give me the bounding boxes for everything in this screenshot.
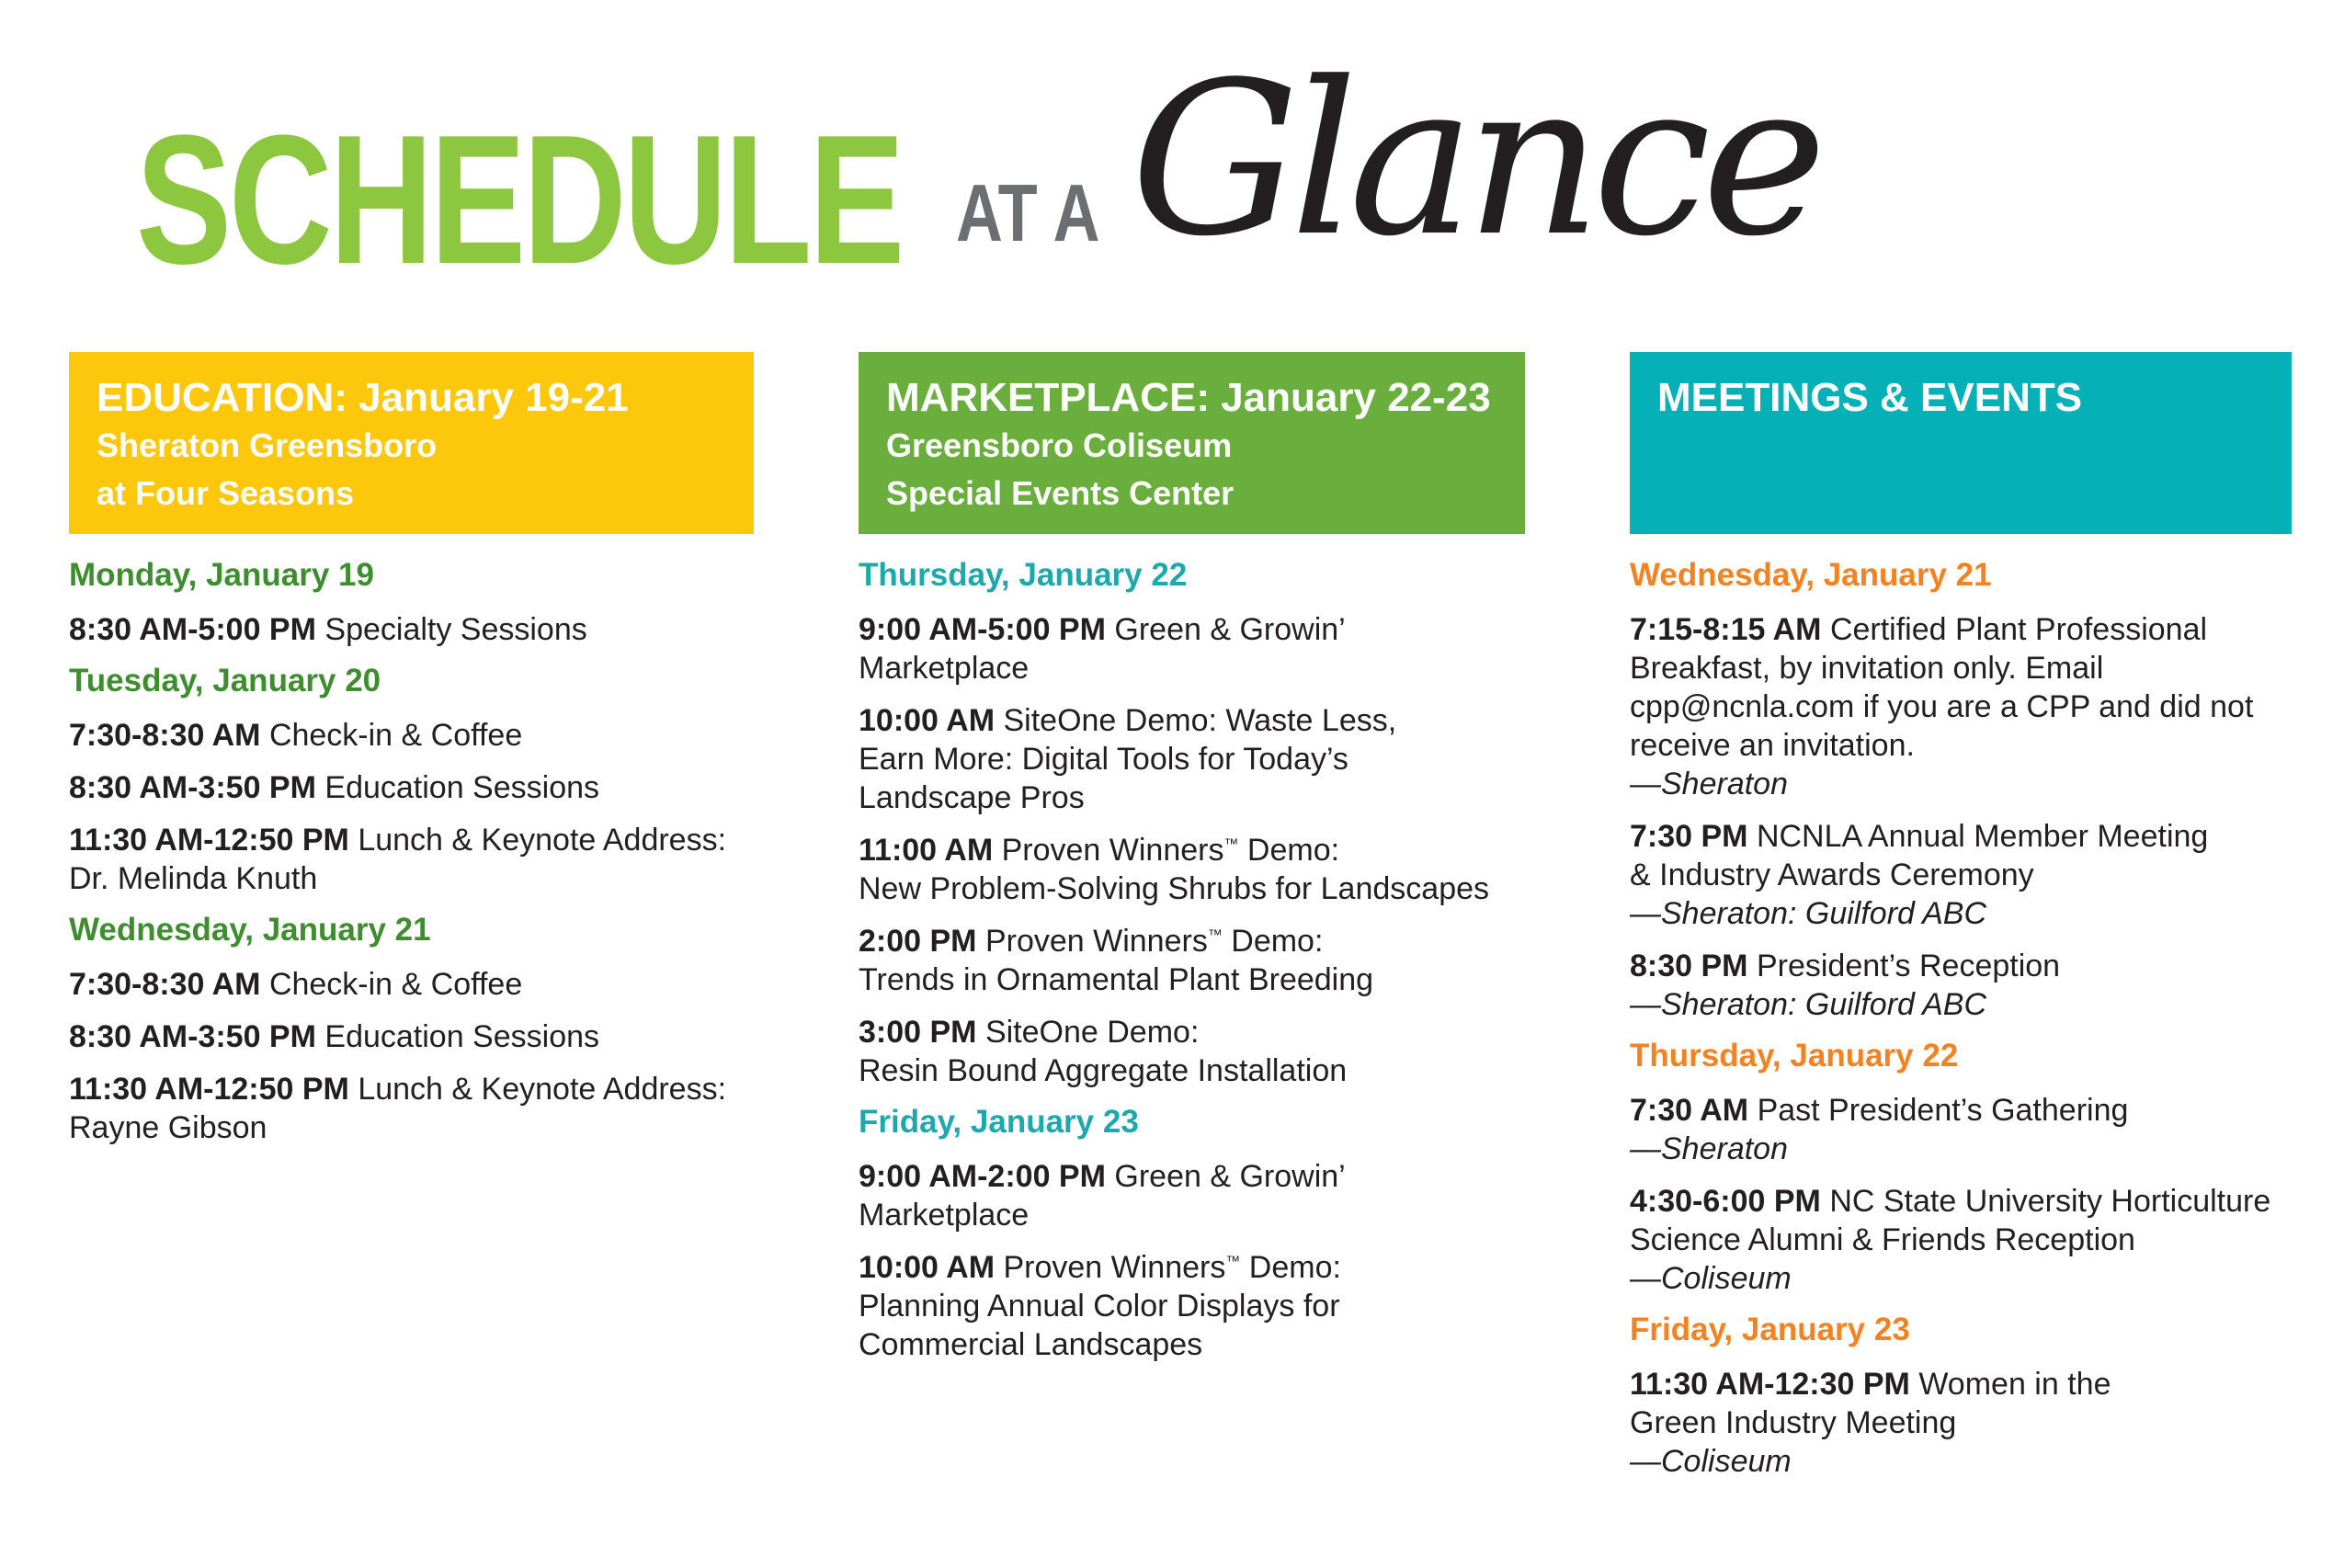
entry-text-line2: Rayne Gibson [69, 1110, 267, 1145]
marketplace-column [859, 352, 1525, 1364]
entry-text-line2: Resin Bound Aggregate Installation [859, 1053, 1348, 1088]
meetings-header-title: MEETINGS & EVENTS [1657, 375, 2083, 420]
entry-text-line3: cpp@ncnla.com if you are a CPP and did not [1630, 689, 2254, 724]
day-heading: Tuesday, January 20 [69, 663, 381, 699]
entry-time: 7:30 AM [1630, 1093, 1749, 1128]
entry-text-line2: New Problem-Solving Shrubs for Landscapes [859, 871, 1490, 906]
entry-text-line2: Breakfast, by invitation only. Email [1630, 651, 2104, 686]
entry-text-after: Demo: [1222, 924, 1324, 959]
entry-text: SiteOne Demo: [984, 1015, 1200, 1050]
entry-time: 11:30 AM-12:50 PM [69, 1072, 349, 1107]
day-heading: Friday, January 23 [1630, 1312, 1910, 1347]
entry-text-after: Demo: [1238, 833, 1340, 868]
entry-text-line3: Landscape Pros [859, 780, 1085, 815]
meetings-header [1630, 352, 2292, 534]
entry-time: 8:30 AM-3:50 PM [69, 1019, 316, 1054]
schedule-entry [69, 1017, 754, 1056]
entry-time: 8:30 PM [1630, 949, 1748, 983]
entry-text-line3: Commercial Landscapes [859, 1327, 1203, 1362]
schedule-entry [859, 701, 1525, 817]
entry-text: Lunch & Keynote Address: [358, 823, 727, 858]
entry-text-line2: Planning Annual Color Displays for [859, 1289, 1340, 1324]
entry-time: 11:30 AM-12:50 PM [69, 823, 349, 858]
entry-time: 7:30 PM [1630, 819, 1748, 854]
schedule-entry [1630, 1182, 2292, 1298]
entry-text-line2: Trends in Ornamental Plant Breeding [859, 962, 1374, 997]
entry-text: President’s Reception [1756, 949, 2061, 983]
entry-text: Check-in & Coffee [268, 967, 523, 1002]
day-heading: Wednesday, January 21 [69, 912, 431, 948]
schedule-entry [69, 716, 754, 755]
entry-time: 11:30 AM-12:30 PM [1630, 1367, 1910, 1402]
trademark-mark: ™ [1207, 927, 1223, 944]
entry-text: Certified Plant Professional [1829, 612, 2208, 647]
marketplace-venue-line1: Greensboro Coliseum [886, 426, 1233, 464]
entry-time: 10:00 AM [859, 1250, 996, 1285]
entry-text: NCNLA Annual Member Meeting [1756, 819, 2209, 854]
entry-text: Proven Winners [1003, 1250, 1226, 1285]
title-at-a: AT A [956, 167, 1100, 258]
schedule-entry [1630, 1091, 2292, 1168]
entry-time: 2:00 PM [859, 924, 977, 959]
entry-time: 8:30 AM-3:50 PM [69, 770, 316, 805]
entry-text: Proven Winners [1001, 833, 1224, 868]
entry-time: 8:30 AM-5:00 PM [69, 612, 316, 647]
entry-location: —Coliseum [1630, 1444, 1792, 1479]
marketplace-schedule-list [859, 534, 1525, 1364]
entry-time: 4:30-6:00 PM [1630, 1184, 1821, 1219]
schedule-entry [859, 831, 1525, 908]
day-heading: Friday, January 23 [859, 1104, 1139, 1140]
entry-text-line2: Marketplace [859, 651, 1030, 686]
entry-text: Proven Winners [984, 924, 1208, 959]
entry-text-line2: Science Alumni & Friends Reception [1630, 1222, 2135, 1257]
entry-location: —Sheraton: Guilford ABC [1630, 896, 1987, 931]
schedule-entry [69, 1070, 754, 1147]
schedule-entry [859, 1013, 1525, 1090]
entry-location: —Coliseum [1630, 1261, 1792, 1296]
entry-text-line2: Dr. Melinda Knuth [69, 861, 318, 896]
schedule-entry [1630, 947, 2292, 1024]
schedule-entry [1630, 610, 2292, 803]
entry-text: SiteOne Demo: Waste Less, [1003, 703, 1397, 738]
entry-text: Check-in & Coffee [268, 718, 523, 753]
entry-text-after: Demo: [1240, 1250, 1341, 1285]
marketplace-venue-line2: Special Events Center [886, 474, 1235, 512]
entry-text: Green & Growin’ [1114, 612, 1346, 647]
entry-time: 9:00 AM-2:00 PM [859, 1159, 1106, 1194]
title-schedule: SCHEDULE [136, 97, 903, 302]
entry-location: —Sheraton [1630, 767, 1788, 801]
schedule-entry [859, 1248, 1525, 1364]
page-title [0, 0, 2344, 331]
entry-text-line2: Marketplace [859, 1198, 1030, 1233]
education-column [69, 352, 754, 1147]
entry-text-line4: receive an invitation. [1630, 728, 1915, 763]
entry-text: Education Sessions [324, 1019, 600, 1054]
entry-location: —Sheraton [1630, 1131, 1788, 1166]
entry-text-line2: Green Industry Meeting [1630, 1405, 1957, 1440]
trademark-mark: ™ [1225, 1254, 1241, 1270]
day-heading: Thursday, January 22 [859, 557, 1188, 593]
schedule-entry [69, 965, 754, 1004]
entry-text: Green & Growin’ [1114, 1159, 1346, 1194]
meetings-column [1630, 352, 2292, 1481]
entry-time: 10:00 AM [859, 703, 996, 738]
meetings-schedule-list [1630, 534, 2292, 1481]
education-header-title: EDUCATION: January 19-21 [97, 375, 629, 420]
education-venue-line1: Sheraton Greensboro [97, 426, 438, 464]
marketplace-header [859, 352, 1525, 534]
education-venue-line2: at Four Seasons [97, 474, 355, 512]
education-header [69, 352, 754, 534]
entry-text-line2: Earn More: Digital Tools for Today’s [859, 742, 1348, 777]
entry-time: 7:30-8:30 AM [69, 967, 261, 1002]
schedule-entry [1630, 817, 2292, 933]
entry-time: 11:00 AM [859, 833, 994, 868]
schedule-entry [1630, 1365, 2292, 1481]
entry-text: Lunch & Keynote Address: [358, 1072, 727, 1107]
trademark-mark: ™ [1223, 836, 1239, 853]
entry-text: Women in the [1918, 1367, 2111, 1402]
entry-time: 3:00 PM [859, 1015, 977, 1050]
marketplace-header-title: MARKETPLACE: January 22-23 [886, 375, 1491, 420]
title-glance-script: Glance [1131, 38, 1818, 283]
entry-text: Education Sessions [324, 770, 600, 805]
schedule-entry [69, 610, 754, 649]
entry-text: Past President’s Gathering [1757, 1093, 2129, 1128]
entry-time: 9:00 AM-5:00 PM [859, 612, 1106, 647]
entry-text: Specialty Sessions [324, 612, 587, 647]
entry-time: 7:30-8:30 AM [69, 718, 261, 753]
schedule-entry [69, 821, 754, 898]
schedule-entry [859, 922, 1525, 999]
day-heading: Thursday, January 22 [1630, 1038, 1959, 1074]
schedule-entry [859, 1157, 1525, 1234]
day-heading: Wednesday, January 21 [1630, 557, 1992, 593]
entry-text: NC State University Horticulture [1829, 1184, 2271, 1219]
day-heading: Monday, January 19 [69, 557, 374, 593]
entry-text-line2: & Industry Awards Ceremony [1630, 858, 2034, 892]
schedule-entry [859, 610, 1525, 687]
entry-location: —Sheraton: Guilford ABC [1630, 987, 1987, 1022]
schedule-entry [69, 768, 754, 807]
education-schedule-list [69, 534, 754, 1147]
entry-time: 7:15-8:15 AM [1630, 612, 1822, 647]
